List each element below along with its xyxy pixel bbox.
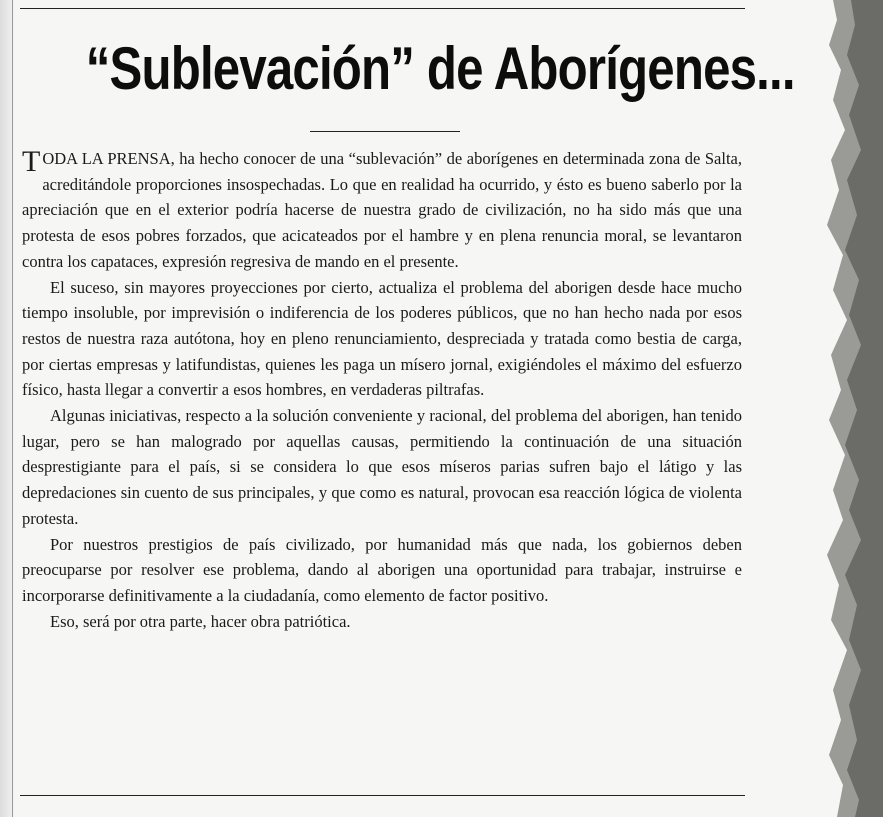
torn-paper-edge xyxy=(803,0,883,817)
bottom-rule xyxy=(20,795,745,796)
top-rule xyxy=(20,8,745,9)
article-paragraph-4: Por nuestros prestigios de país civilizado, por humanidad más que nada, los gobiernos deben preocuparse por resolver ese problema, dando al aborigen una oportunidad para trabajar, instruirse e incorporarse definitivamente a la ciudadanía, como elemento de factor positivo. xyxy=(22,534,742,605)
column-divider xyxy=(12,0,13,817)
article-paragraph-3: Algunas iniciativas, respecto a la solución conveniente y racional, del problema del aborigen, han tenido lugar, pero se han malogrado por aquellas causas, permitiendo la continuación de una situación desprestigiante para el país, si se considera lo que esos míseros parias sufren bajo el látigo y las depredaciones sin cuento de sus principales, y que como es natural, provocan esa reacción lógica de violenta protesta. xyxy=(22,406,742,528)
article-paragraph-5: Eso, será por otra parte, hacer obra patriótica. xyxy=(50,611,351,631)
headline-divider xyxy=(310,131,460,132)
article-paragraph-1: TODA LA PRENSA, ha hecho conocer de una “sublevación” de aborígenes en determinada zona de Salta, acreditándole proporciones insospechadas. Lo que en realidad ha ocurrido, y ésto es bueno saberlo por la apreciación que en el exterior podría hacerse de nuestra grado de civilización, no ha sido más que una protesta de esos pobres forzados, que acicateados por el hambre y en plena renuncia moral, se levantaron contra los capataces, expresión regresiva de mando en el presente. xyxy=(22,145,742,271)
article-paragraph-2: El suceso, sin mayores proyecciones por cierto, actualiza el problema del aborigen desde hace mucho tiempo insoluble, por imprevisión o indiferencia de los poderes públicos, que no han hecho nada por esos restos de nuestra raza autótona, hoy en pleno renunciamiento, despreciada y tratada como bestia de carga, por ciertas empresas y latifundistas, quienes les paga un mísero jornal, exigiéndoles el máximo del esfuerzo físico, hasta llegar a convertir a esos hombres, en verdaderas piltrafas. xyxy=(22,277,742,400)
article-body xyxy=(22,146,742,634)
article-headline: “Sublevación” de Aborígenes... xyxy=(85,35,795,102)
